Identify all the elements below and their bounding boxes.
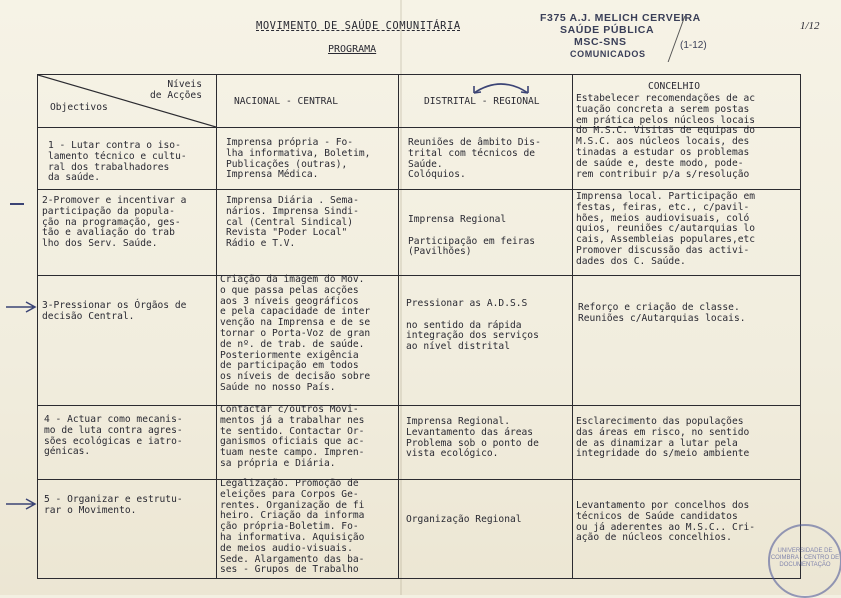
column-header-distrital: DISTRITAL - REGIONAL [424,96,540,107]
university-seal [768,524,841,598]
column-divider [572,75,573,578]
nacional-action-2: Imprensa Diária . Sema- nários. Imprensa Sindi- cal (Central Sindical) Revista "Poder Local" Rádio e T.V. [226,195,359,250]
corner-header-objectives: Objectivos [50,102,108,113]
row-divider [38,189,800,190]
distrital-action-5: Organização Regional [406,514,522,525]
objective-2: 2-Promover e incentivar a participação da popula- ção na programação, ges- tão e avaliação do trab lho dos Serv. Saúde. [42,195,187,250]
stamp-line-2: SAÚDE PÚBLICA [560,24,655,36]
page-number: 1/12 [800,20,820,32]
nacional-action-1: Imprensa própria - Fo- lha informativa, Boletim, Publicações (outras), Imprensa Médica. [226,137,371,181]
column-divider [398,75,399,578]
nacional-action-3: Criação da imagem do Mov. o que passa pelas acções aos 3 níveis geográficos e pela capacidade de inter venção na Imprensa e de se tornar o Porta-Voz de gran de nº. de trab. de saúde. Posteriormente exigência de participação em todos os níveis de decisão sobre Saúde no nosso País. [220,274,371,393]
distrital-action-1: Reuniões de âmbito Dis- trital com técnicos de Saúde. Colóquios. [408,137,541,181]
stamp-line-3: MSC-SNS [574,36,627,48]
distrital-action-2: Imprensa Regional Participação em feiras (Pavilhões) [408,214,536,258]
document-title: MOVIMENTO DE SAÚDE COMUNITÁRIA [256,20,461,32]
distrital-action-3: Pressionar as A.D.S.S no sentido da rápida integração dos serviços ao nível distrital [406,298,539,353]
concelhio-action-2: Imprensa local. Participação em festas, feiras, etc., c/pavil- hões, meios audiovisuais, coló quios, reuniões c/autarquias lo cais, Assembleias populares,etc Promover discussão das activi- dades dos C. Saúde. [576,191,756,267]
margin-dash [10,203,24,205]
corner-header-levels: Níveis de Acções [150,79,202,101]
reference-number: (1-12) [680,40,707,51]
concelhio-action-5: Levantamento por concelhos dos técnicos de Saúde candidatos ou já aderentes ao M.S.C.. Cri- ação de núcleos concelhios. [576,500,756,544]
row-divider [38,275,800,276]
concelhio-action-1: Estabelecer recomendações de ac tuação concreta a serem postas em prática pelos núcleos locais do M.S.C. Visitas de equipas do M.S.C. aos núcleos locais, des tinadas a estudar os problemas de saúde e, deste modo, pode- rem contribuir p/a s/resolução [576,93,756,180]
objective-3: 3-Pressionar os Órgãos de decisão Central. [42,300,187,322]
objective-4: 4 - Actuar como mecanis- mo de luta contra agres- sões ecológicas e iatro- génicas. [44,414,183,458]
nacional-action-5: Legalização. Promoção de eleições para Corpos Ge- rentes. Organização de fi heiro. Criação da informa ção própria-Boletim. Fo- ha informativa. Aquisição de meios audio-visuais. Sede. Alargamento das ba- ses - Grupos de Trabalho [220,478,365,576]
programme-table [37,74,801,579]
stamp-line-1: F375 A.J. MELICH CERVEIRA [540,12,701,24]
concelhio-action-4: Esclarecimento das populações das áreas em risco, no sentido de as dinamizar a lutar pela integridade do s/meio ambiente [576,416,750,460]
nacional-action-4: Contactar c/outros Movi- mentos já a trabalhar nes te sentido. Contactar Or- ganismos oficiais que ac- tuam neste campo. Impren- sa própria e Diária. [220,404,365,469]
row-divider [38,405,800,406]
distrital-action-4: Imprensa Regional. Levantamento das áreas Problema sob o ponto de vista ecológico. [406,416,539,460]
objective-5: 5 - Organizar e estrutu- rar o Movimento. [44,494,183,516]
margin-arrow-icon [4,300,38,314]
double-arrow-icon [470,79,532,97]
margin-arrow-icon [4,497,38,511]
stamp-line-4: COMUNICADOS [570,49,646,59]
document-subtitle: PROGRAMA [328,44,377,55]
row-divider [38,479,800,480]
objective-1: 1 - Lutar contra o iso- lamento técnico e cultu- ral dos trabalhadores da saúde. [48,140,187,184]
column-divider [216,75,217,578]
column-header-nacional: NACIONAL - CENTRAL [234,96,338,107]
seal-text: UNIVERSIDADE DE COIMBRA · CENTRO DE DOCUMENTAÇÃO [770,548,840,568]
concelhio-action-3: Reforço e criação de classe. Reuniões c/Autarquias locais. [578,302,746,324]
column-header-concelhio: CONCELHIO [648,81,700,92]
